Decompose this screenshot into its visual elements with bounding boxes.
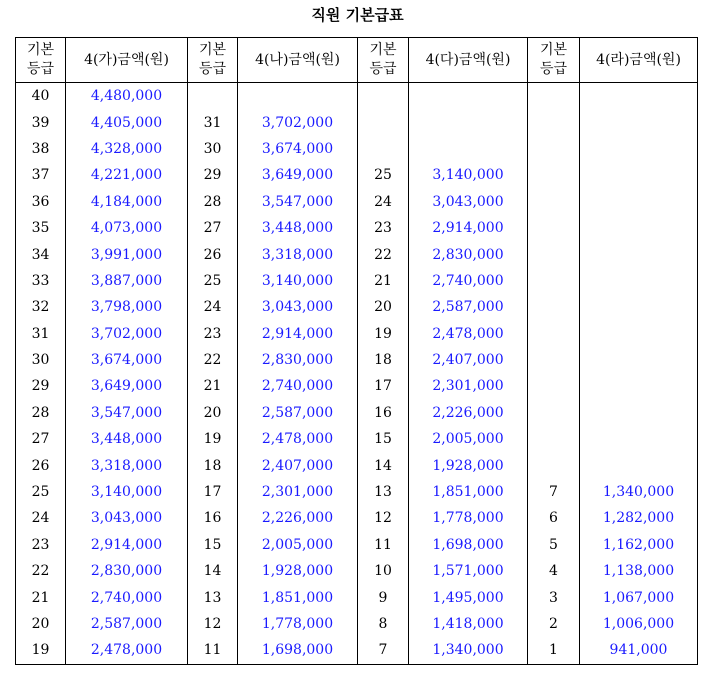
grade-cell: 7 (528, 479, 580, 505)
grade-cell: 14 (358, 452, 409, 478)
amount-cell: 4,073,000 (66, 215, 188, 241)
grade-cell: 27 (188, 215, 238, 241)
grade-cell: 12 (358, 505, 409, 531)
grade-cell: 19 (16, 637, 66, 664)
grade-cell: 22 (358, 241, 409, 267)
table-row (16, 109, 698, 135)
grade-cell: 34 (16, 241, 66, 267)
amount-cell: 2,587,000 (66, 611, 188, 637)
grade-cell: 7 (358, 637, 409, 664)
grade-cell: 40 (16, 83, 66, 110)
grade-cell: 25 (188, 268, 238, 294)
grade-cell: 26 (188, 241, 238, 267)
header-grade: 기본 등급 (358, 38, 409, 83)
amount-cell: 2,587,000 (238, 400, 358, 426)
grade-cell: 29 (188, 162, 238, 188)
grade-cell: 23 (188, 321, 238, 347)
grade-cell (528, 373, 580, 399)
grade-cell: 2 (528, 611, 580, 637)
amount-cell: 1,067,000 (580, 584, 698, 610)
grade-cell: 29 (16, 373, 66, 399)
amount-cell: 2,407,000 (409, 347, 528, 373)
amount-cell (580, 136, 698, 162)
grade-cell: 11 (188, 637, 238, 664)
amount-cell (409, 83, 528, 110)
amount-cell: 3,318,000 (238, 241, 358, 267)
grade-cell: 28 (16, 400, 66, 426)
table-row (16, 611, 698, 637)
grade-cell (528, 321, 580, 347)
grade-cell: 3 (528, 584, 580, 610)
grade-cell (528, 426, 580, 452)
amount-cell: 1,928,000 (409, 452, 528, 478)
grade-cell (528, 83, 580, 110)
table-row (16, 373, 698, 399)
table-row (16, 505, 698, 531)
grade-cell: 17 (358, 373, 409, 399)
amount-cell: 1,282,000 (580, 505, 698, 531)
amount-cell: 2,226,000 (238, 505, 358, 531)
table-row (16, 479, 698, 505)
header-amount: 4(가)금액(원) (66, 38, 188, 83)
amount-cell: 1,340,000 (409, 637, 528, 664)
amount-cell (580, 189, 698, 215)
amount-cell: 1,495,000 (409, 584, 528, 610)
amount-cell: 1,006,000 (580, 611, 698, 637)
grade-cell: 13 (188, 584, 238, 610)
header-grade: 기본 등급 (16, 38, 66, 83)
amount-cell: 3,887,000 (66, 268, 188, 294)
amount-cell: 2,478,000 (409, 321, 528, 347)
grade-cell: 24 (188, 294, 238, 320)
amount-cell: 3,649,000 (66, 373, 188, 399)
grade-cell: 19 (358, 321, 409, 347)
table-row (16, 400, 698, 426)
amount-cell: 2,005,000 (409, 426, 528, 452)
amount-cell: 4,184,000 (66, 189, 188, 215)
grade-cell (358, 109, 409, 135)
salary-table (15, 37, 698, 665)
header-amount: 4(나)금액(원) (238, 38, 358, 83)
amount-cell: 3,140,000 (66, 479, 188, 505)
grade-cell: 30 (188, 136, 238, 162)
amount-cell (580, 294, 698, 320)
amount-cell: 3,043,000 (409, 189, 528, 215)
table-row (16, 452, 698, 478)
grade-cell: 24 (358, 189, 409, 215)
grade-cell: 6 (528, 505, 580, 531)
table-row (16, 268, 698, 294)
grade-cell: 32 (16, 294, 66, 320)
grade-cell: 28 (188, 189, 238, 215)
amount-cell: 2,478,000 (66, 637, 188, 664)
grade-cell (528, 215, 580, 241)
amount-cell: 3,140,000 (409, 162, 528, 188)
grade-cell: 22 (16, 558, 66, 584)
grade-cell: 14 (188, 558, 238, 584)
table-row (16, 83, 698, 110)
amount-cell: 3,547,000 (238, 189, 358, 215)
grade-cell: 18 (358, 347, 409, 373)
grade-cell: 20 (358, 294, 409, 320)
grade-cell: 37 (16, 162, 66, 188)
table-row (16, 241, 698, 267)
amount-cell: 3,702,000 (238, 109, 358, 135)
amount-cell: 2,914,000 (409, 215, 528, 241)
amount-cell (580, 241, 698, 267)
grade-cell: 36 (16, 189, 66, 215)
grade-cell: 15 (188, 532, 238, 558)
amount-cell (409, 136, 528, 162)
grade-cell: 5 (528, 532, 580, 558)
amount-cell: 2,830,000 (409, 241, 528, 267)
grade-cell: 39 (16, 109, 66, 135)
amount-cell: 1,928,000 (238, 558, 358, 584)
grade-cell (528, 109, 580, 135)
amount-cell: 3,043,000 (66, 505, 188, 531)
amount-cell: 1,138,000 (580, 558, 698, 584)
amount-cell (580, 373, 698, 399)
amount-cell: 1,778,000 (409, 505, 528, 531)
header-grade: 기본 등급 (528, 38, 580, 83)
amount-cell: 2,226,000 (409, 400, 528, 426)
table-row (16, 347, 698, 373)
grade-cell (528, 400, 580, 426)
grade-cell: 11 (358, 532, 409, 558)
grade-cell (528, 189, 580, 215)
grade-cell: 13 (358, 479, 409, 505)
grade-cell: 20 (16, 611, 66, 637)
amount-cell: 1,571,000 (409, 558, 528, 584)
amount-cell (580, 452, 698, 478)
table-row (16, 532, 698, 558)
grade-cell: 12 (188, 611, 238, 637)
amount-cell: 1,698,000 (238, 637, 358, 664)
table-row (16, 584, 698, 610)
amount-cell: 3,674,000 (66, 347, 188, 373)
amount-cell: 1,418,000 (409, 611, 528, 637)
amount-cell (409, 109, 528, 135)
amount-cell: 1,851,000 (409, 479, 528, 505)
amount-cell: 2,005,000 (238, 532, 358, 558)
grade-cell (358, 136, 409, 162)
grade-cell (528, 162, 580, 188)
amount-cell: 1,698,000 (409, 532, 528, 558)
grade-cell (358, 83, 409, 110)
grade-cell: 26 (16, 452, 66, 478)
grade-cell (528, 136, 580, 162)
grade-cell: 10 (358, 558, 409, 584)
header-grade: 기본 등급 (188, 38, 238, 83)
amount-cell: 1,851,000 (238, 584, 358, 610)
amount-cell: 3,798,000 (66, 294, 188, 320)
amount-cell: 1,340,000 (580, 479, 698, 505)
amount-cell (580, 426, 698, 452)
amount-cell: 941,000 (580, 637, 698, 664)
grade-cell: 27 (16, 426, 66, 452)
amount-cell: 2,740,000 (409, 268, 528, 294)
page-title: 직원 기본급표 (311, 6, 404, 24)
header-amount: 4(다)금액(원) (409, 38, 528, 83)
amount-cell: 2,914,000 (238, 321, 358, 347)
amount-cell: 4,328,000 (66, 136, 188, 162)
amount-cell: 2,830,000 (238, 347, 358, 373)
grade-cell: 1 (528, 637, 580, 664)
amount-cell: 4,221,000 (66, 162, 188, 188)
amount-cell: 3,702,000 (66, 321, 188, 347)
amount-cell: 4,405,000 (66, 109, 188, 135)
grade-cell: 30 (16, 347, 66, 373)
grade-cell: 15 (358, 426, 409, 452)
amount-cell (580, 268, 698, 294)
amount-cell: 3,043,000 (238, 294, 358, 320)
amount-cell (238, 83, 358, 110)
amount-cell: 3,547,000 (66, 400, 188, 426)
amount-cell: 3,140,000 (238, 268, 358, 294)
grade-cell: 23 (358, 215, 409, 241)
grade-cell (528, 241, 580, 267)
amount-cell: 3,649,000 (238, 162, 358, 188)
amount-cell: 2,830,000 (66, 558, 188, 584)
table-row (16, 321, 698, 347)
grade-cell: 31 (16, 321, 66, 347)
amount-cell (580, 347, 698, 373)
grade-cell: 35 (16, 215, 66, 241)
grade-cell (528, 268, 580, 294)
amount-cell: 2,478,000 (238, 426, 358, 452)
grade-cell: 24 (16, 505, 66, 531)
table-row (16, 215, 698, 241)
grade-cell (528, 347, 580, 373)
table-row (16, 294, 698, 320)
grade-cell (528, 452, 580, 478)
amount-cell: 2,587,000 (409, 294, 528, 320)
amount-cell: 2,914,000 (66, 532, 188, 558)
table-row (16, 637, 698, 664)
amount-cell (580, 109, 698, 135)
amount-cell (580, 215, 698, 241)
grade-cell: 21 (188, 373, 238, 399)
amount-cell: 3,318,000 (66, 452, 188, 478)
grade-cell (528, 294, 580, 320)
grade-cell: 16 (188, 505, 238, 531)
amount-cell: 3,448,000 (238, 215, 358, 241)
amount-cell: 3,448,000 (66, 426, 188, 452)
table-row (16, 558, 698, 584)
grade-cell: 33 (16, 268, 66, 294)
grade-cell: 31 (188, 109, 238, 135)
grade-cell: 21 (16, 584, 66, 610)
grade-cell: 17 (188, 479, 238, 505)
amount-cell: 3,991,000 (66, 241, 188, 267)
grade-cell: 8 (358, 611, 409, 637)
grade-cell: 18 (188, 452, 238, 478)
amount-cell: 2,740,000 (238, 373, 358, 399)
grade-cell: 22 (188, 347, 238, 373)
amount-cell: 2,407,000 (238, 452, 358, 478)
header-row (16, 38, 698, 83)
table-row (16, 426, 698, 452)
amount-cell: 2,301,000 (238, 479, 358, 505)
table-row (16, 189, 698, 215)
amount-cell: 3,674,000 (238, 136, 358, 162)
grade-cell: 19 (188, 426, 238, 452)
grade-cell: 38 (16, 136, 66, 162)
amount-cell: 1,778,000 (238, 611, 358, 637)
amount-cell: 4,480,000 (66, 83, 188, 110)
grade-cell (188, 83, 238, 110)
amount-cell: 2,740,000 (66, 584, 188, 610)
grade-cell: 25 (358, 162, 409, 188)
grade-cell: 4 (528, 558, 580, 584)
grade-cell: 25 (16, 479, 66, 505)
amount-cell (580, 83, 698, 110)
table-row (16, 162, 698, 188)
grade-cell: 23 (16, 532, 66, 558)
amount-cell: 2,301,000 (409, 373, 528, 399)
grade-cell: 9 (358, 584, 409, 610)
amount-cell (580, 400, 698, 426)
grade-cell: 16 (358, 400, 409, 426)
amount-cell (580, 162, 698, 188)
grade-cell: 20 (188, 400, 238, 426)
header-amount: 4(라)금액(원) (580, 38, 698, 83)
grade-cell: 21 (358, 268, 409, 294)
amount-cell: 1,162,000 (580, 532, 698, 558)
table-row (16, 136, 698, 162)
amount-cell (580, 321, 698, 347)
